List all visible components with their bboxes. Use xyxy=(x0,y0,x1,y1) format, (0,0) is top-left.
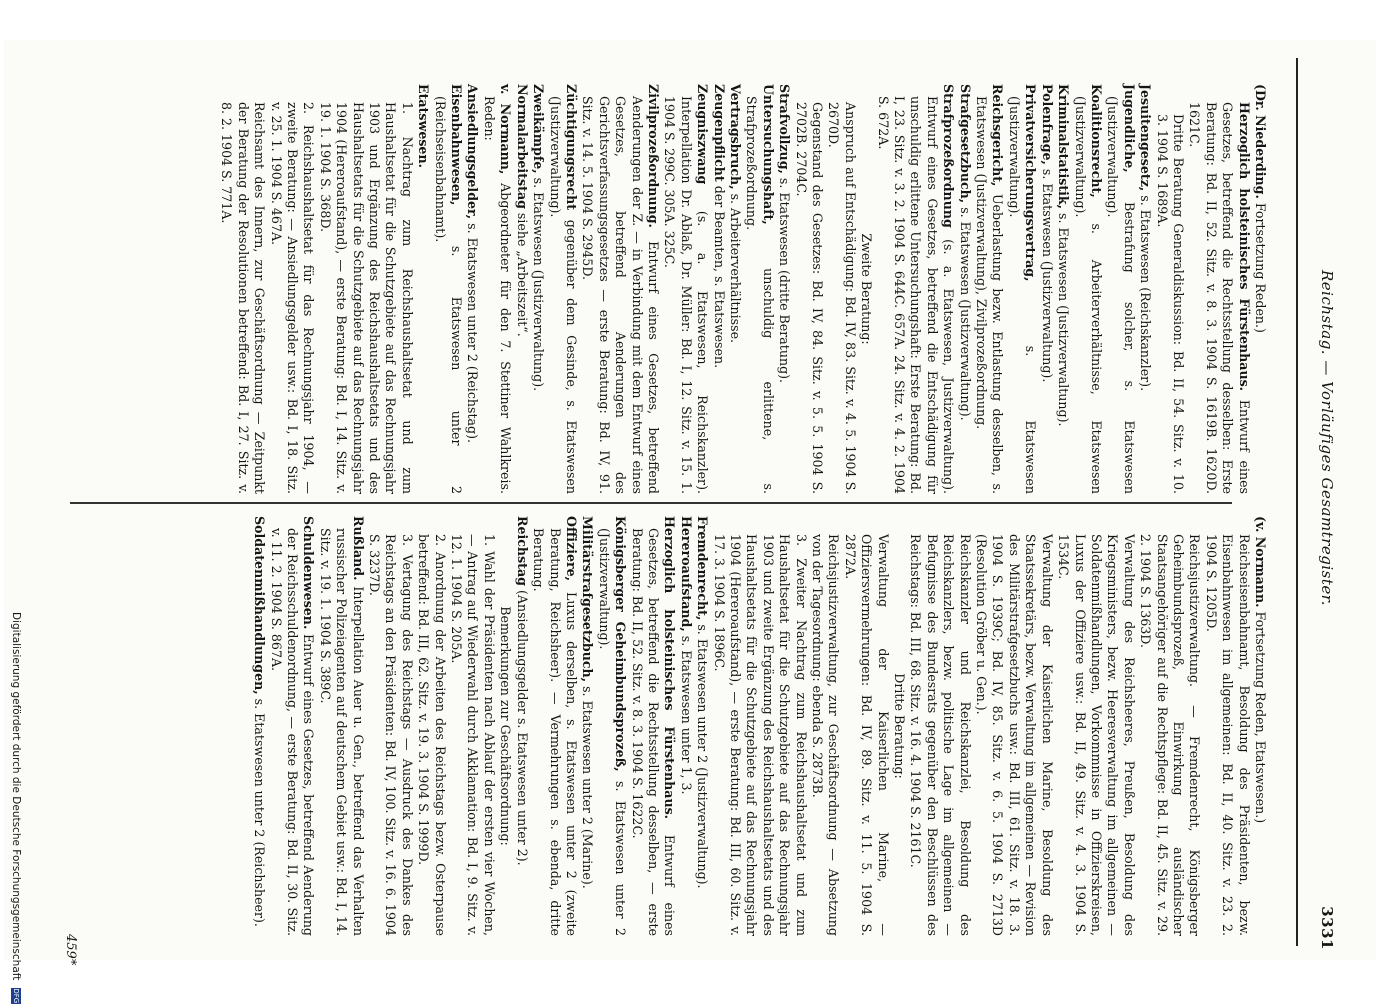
folio-number: 459* xyxy=(63,934,78,966)
index-entry xyxy=(841,516,890,936)
index-entry xyxy=(1137,516,1203,936)
index-entry xyxy=(694,516,710,936)
entry-keyword: Jesuitengesetz, xyxy=(1138,84,1154,192)
entry-text: Ueberlastung bezw. Entlastung desselben, s. Etatswesen (Justizverwaltung), Zivilprozeßordnung. xyxy=(974,96,1006,494)
entry-text: Interpellation Auer u. Gen., betreffend das Verhalten russischer Polizeiagenten auf deutschem Gebiet usw.: Bd. I, 14. Sitz. v. 19. 1. 1904 S. 389C. xyxy=(317,528,366,936)
index-entry xyxy=(1186,84,1252,494)
entry-keyword: Reichstag xyxy=(514,516,530,586)
entry-keyword: Herzoglich holsteinisches Fürstenhaus. xyxy=(1236,102,1252,392)
index-entry xyxy=(743,84,776,494)
page-number: 3331 xyxy=(1318,906,1336,950)
entry-text: unschuldig erlittene, s. Strafprozeßordnung. xyxy=(744,96,776,494)
entry-keyword: (v. Normann. xyxy=(1253,516,1268,608)
index-entry xyxy=(973,516,1055,936)
entry-text: Reichskanzler und Reichskanzlei, Besoldung des Reichskanzlers, bezw. politische Lage im allgemeinen — Befugnisse des Bundesrats gegenüber den Beschlüssen des Reichstags: Bd. III, 68. Sitz. v. 16. 4. 1904 S. 2161C. xyxy=(908,534,973,936)
entry-text: s. Etatswesen (Reichskanzler). xyxy=(1138,191,1154,392)
index-entry xyxy=(1104,84,1137,494)
entry-keyword: Züchtigungsrecht xyxy=(563,84,579,211)
column-divider xyxy=(70,502,1232,504)
entry-keyword: Strafgesetzbuch, xyxy=(957,84,973,204)
running-header xyxy=(1308,70,1336,950)
digitization-text: Digitalisierung gefördert durch die Deutsche Forschungsgemeinschaft xyxy=(10,612,22,981)
entry-keyword: Strafprozeßordnung xyxy=(941,84,957,228)
entry-text: (s. a. Etatswesen, Reichskanzler). Interpellation Dr. Ablaß, Dr. Müller: Bd. I, 12. Sitz. v. 15. 1. 1904 S. 299C. 305A. 325C. xyxy=(662,96,711,494)
entry-text: s. Etatswesen unter 1, 3. xyxy=(678,631,694,795)
entry-keyword: Hereroaufstand, xyxy=(678,516,694,632)
entry-text: s. Etatswesen (Justizverwaltung). xyxy=(957,203,973,421)
index-entry xyxy=(1137,84,1153,494)
entry-keyword: Rußland. xyxy=(350,516,366,581)
entry-text: s. Etatswesen unter 2 (Justizverwaltung). xyxy=(695,620,711,889)
index-entry xyxy=(727,84,743,494)
index-entry xyxy=(973,84,1006,494)
entry-text: s. Etatswesen (dritte Beratung). xyxy=(777,173,793,384)
index-entry xyxy=(1071,84,1104,494)
index-entry xyxy=(1055,516,1137,936)
index-entry xyxy=(431,84,464,494)
entry-text: Gegenstand des Gesetzes: Bd. IV, 84. Sitz. v. 5. 5. 1904 S. 2702B. 2704C. xyxy=(793,102,826,494)
entry-text: Dritte Beratung: xyxy=(892,673,908,779)
index-entry xyxy=(874,84,956,494)
entry-text: Luxus derselben, s. Etatswesen unter 2 (zweite Beratung, Reichsheer). — Vermehrungen s. ebenda, dritte Beratung. xyxy=(531,528,579,936)
entry-keyword: v. Normann, xyxy=(498,84,514,175)
entry-text: 3. Zweiter Nachtrag zum Reichshaushaltsetat und zum Haushaltsetat für die Schutzgebiete auf das Rechnungsjahr 1903 und zweite Ergänzung des Reichshaushaltsetats und des Haushaltsetats für die Schutzgebiete auf das Rechnungsjahr 1904 (Hereroaufstand), — erste Beratung: Bd. III, 60. Sitz. v. 17. 3. 1904 S. 1896C. xyxy=(711,534,809,936)
entry-text: Reichsjustizverwaltung. — Fremdenrecht, Königsberger Geheimbundsprozeß, Einwirkung ausländischer Staatsangehöriger auf die Rechtspflege: Bd. II, 45. Sitz. v. 29. 2. 1904 S. 1363D. xyxy=(1138,534,1203,936)
entry-keyword: Zeugniszwang xyxy=(695,84,711,185)
index-entry xyxy=(513,84,529,494)
left-column xyxy=(68,84,1268,494)
index-entry xyxy=(481,84,514,494)
index-entry xyxy=(579,84,661,494)
entry-keyword: Vertragsbruch, xyxy=(728,84,743,190)
entry-text: Bemerkungen zur Geschäftsordnung: xyxy=(498,606,514,846)
entry-text: Reichsamt des Innern, zur Geschäftsordnung — Zeitpunkt der Beratung der Resolutionen betreffend: Bd. I, 27. Sitz. v. 8. 2. 1904 S. 771A. xyxy=(219,102,268,494)
entry-keyword: Soldatenmißhandlungen, xyxy=(252,516,268,695)
entry-keyword: Normalarbeitstag xyxy=(514,84,530,209)
entry-text: Entwurf eines Gesetzes, betreffend die Rechtsstellung desselben, — erste Beratung: Bd. II, 52. Sitz. v. 8. 3. 1904 S. 1622C. xyxy=(629,528,678,936)
index-entry xyxy=(891,516,907,936)
index-entry xyxy=(809,516,842,936)
index-entry xyxy=(415,516,448,936)
index-entry xyxy=(907,516,973,936)
index-entry xyxy=(956,84,972,494)
entry-text: gegenüber dem Gesinde, s. Etatswesen (Justizverwaltung). xyxy=(547,96,579,494)
index-entry xyxy=(316,516,365,936)
dfg-logo: DFG xyxy=(12,988,20,1004)
entry-text: Verwaltung der Kaiserlichen Marine, Besoldung des Staatssekretärs, bezw. Verwaltung im allgemeinen — Revision des Militärstrafgesetzbuchs usw.: Bd. III, 61. Sitz. v. 18. 3. 1904 S. 1939C; Bd. IV, 85. Sitz. v. 6. 5. 1904 S. 2713D (Resolution Gröber u. Gen.). xyxy=(974,534,1055,936)
index-entry xyxy=(530,84,546,494)
index-entry xyxy=(710,516,808,936)
entry-keyword: Eisenbahnwesen, xyxy=(449,84,465,206)
entry-text: s. Etatswesen (Justizverwaltung). xyxy=(1056,209,1072,427)
entry-text: Fortsetzung Reden, Etatswesen.) xyxy=(1253,607,1268,824)
entry-keyword: Herzoglich holsteinisches Fürstenhaus. xyxy=(662,516,678,820)
index-entry xyxy=(1038,84,1054,494)
entry-text: Reichseisenbahnamt, Besoldung des Präsidenten, bezw. Eisenbahnwesen im allgemeinen: Bd. II, 40. Sitz. v. 23. 2. 1904 S. 1205D. xyxy=(1203,534,1252,936)
index-entry xyxy=(595,516,628,936)
header-rule xyxy=(1296,58,1298,946)
entry-keyword: (Dr. Niederding. xyxy=(1253,84,1268,199)
entry-keyword: Fremdenrecht, xyxy=(695,516,711,621)
entry-text: s. Etatswesen unter 2 (Reichsheer). xyxy=(252,694,268,927)
entry-text: s. Etatswesen unter 2 (Marine). xyxy=(580,682,596,889)
entry-text: s. Etatswesen (Justizverwaltung). xyxy=(1039,164,1055,383)
entry-text: der Beamten, s. Etatswesen. xyxy=(711,181,727,369)
index-entry xyxy=(546,84,579,494)
entry-text: Fortsetzung Reden.) xyxy=(1253,198,1268,333)
index-entry xyxy=(1055,84,1071,494)
right-column xyxy=(68,516,1268,936)
index-entry xyxy=(267,84,316,494)
entry-keyword: Koalitionsrecht, xyxy=(1088,84,1104,198)
index-entry xyxy=(1153,84,1186,494)
index-entry xyxy=(251,516,267,936)
entry-keyword: Kriminalstatistik, xyxy=(1056,84,1072,210)
entry-text: 1. Nachtrag zum Reichshaushaltsetat und zum Haushaltsetat für die Schutzgebiete auf das Rechnungsjahr 1903 und Ergänzung des Reichshaushaltsetats und des Haushaltsetats für die Schutzgebiete auf das Rechnungsjahr 1904 (Hereroaufstand), — erste Beratung: Bd. I, 14. Sitz. v. 19. 1. 1904 S. 368D. xyxy=(317,102,415,494)
entry-text: (Ansiedlungsgelder s. Etatswesen unter 2). xyxy=(514,585,530,866)
index-entry xyxy=(530,516,579,936)
entry-keyword: Etatswesen. xyxy=(416,84,432,168)
entry-keyword: Militärstrafgesetzbuch, xyxy=(580,516,596,683)
entry-text: s. Etatswesen (Justizverwaltung). xyxy=(1006,96,1039,494)
index-entry xyxy=(448,516,497,936)
entry-text: s. Etatswesen unter 2 (Reichseisenbahnamt). xyxy=(432,96,465,494)
entry-text: 2. Reichshaushaltsetat für das Rechnungsjahr 1904, — zweite Beratung: — Ansiedlungsgelder usw.: Bd. I, 18. Sitz. v. 25. 1. 1904 S. 467A. xyxy=(268,102,317,494)
entry-keyword: Strafvollzug, xyxy=(777,84,793,174)
index-entry xyxy=(513,516,529,936)
index-entry xyxy=(628,516,677,936)
index-entry xyxy=(1202,516,1251,936)
index-entry xyxy=(366,516,415,936)
entry-text: Entwurf eines Gesetzes, betreffend Aenderung der Reichsschuldenordnung, — erste Beratung: Bd. II, 30. Sitz. v. 11. 2. 1904 S. 867A. xyxy=(268,528,317,936)
index-entry xyxy=(661,84,710,494)
entry-text: Zweite Beratung: xyxy=(859,233,875,345)
entry-keyword: Privatversicherungsvertrag, xyxy=(1023,84,1039,282)
entry-text: Verwaltung der Kaiserlichen Marine, — Offiziersvermehrungen: Bd. IV, 89. Sitz. v. 11. 5. 1904 S. 2872A. xyxy=(842,534,891,936)
entry-keyword: Zweikämpfe, xyxy=(531,84,547,174)
entry-keyword: Ansiedlungsgelder, xyxy=(465,84,481,220)
entry-keyword: Jugendliche, xyxy=(1121,84,1137,173)
index-entry xyxy=(858,84,874,494)
index-entry xyxy=(316,84,414,494)
index-entry xyxy=(464,84,480,494)
index-entry xyxy=(579,516,595,936)
entry-text: Reichsjustizverwaltung, zur Geschäftsordnung — Absetzung von der Tagesordnung: ebenda S. 2873B. xyxy=(810,534,842,936)
entry-text: Abgeordneter für den 7. Stettiner Wahlkreis. Reden: xyxy=(481,96,514,494)
index-entry xyxy=(1006,84,1039,494)
entry-text: s. Etatswesen unter 2 (Justizverwaltung). xyxy=(596,528,629,937)
entry-keyword: Reichsgericht, xyxy=(990,84,1006,187)
entry-keyword: Zeugenpflicht xyxy=(711,84,727,182)
entry-text: 2. Anordnung der Arbeiten des Reichstags bezw. Osterpause betreffend: Bd. III, 62. Sitz. v. 19. 3. 1904 S. 1999D. xyxy=(416,534,448,936)
entry-text: Verwaltung des Reichsheeres, Preußen, Besoldung des Kriegsministers, bezw. Heeresverwaltung im allgemeinen — Soldatenmißhandlungen, Vorkommnisse in Offizierskreisen, Luxus der Offiziere usw.: Bd. II, 49. Sitz. v. 4. 3. 1904 S. 1534C. xyxy=(1056,534,1137,936)
index-entry xyxy=(415,84,431,494)
entry-keyword: Königsberger Geheimbundsprozeß, xyxy=(613,516,629,772)
entry-text: s. Etatswesen unter 2 (Reichstag). xyxy=(465,219,481,443)
index-entry xyxy=(710,84,726,494)
index-entry xyxy=(267,516,316,936)
entry-text: (s. a. Etatswesen, Justizverwaltung). Entwurf eines Gesetzes, betreffend die Entschädigung für unschuldig erlittene Untersuchungshaft: Erste Beratung: Bd. I, 23. Sitz. v. 3. 2. 1904 S. 644C. 657A. 24. Sitz. v. 4. 2. 1904 S. 672A. xyxy=(875,96,957,494)
entry-keyword: Schuldenwesen. xyxy=(301,516,317,630)
index-entry xyxy=(792,84,825,494)
entry-text: Anspruch auf Entschädigung: Bd. IV, 83. Sitz. v. 4. 5. 1904 S. 2670D. xyxy=(826,102,858,494)
entry-keyword: Zivilprozeßordnung. xyxy=(645,84,661,228)
digitization-note xyxy=(2,612,22,1004)
entry-text: Bestrafung solcher, s. Etatswesen (Justizverwaltung). xyxy=(1105,96,1137,494)
entry-keyword: Polenfrage, xyxy=(1039,84,1055,165)
index-entry xyxy=(677,516,693,936)
entry-text: Dritte Beratung Generaldiskussion: Bd. II, 54. Sitz. v. 10. 3. 1904 S. 1689A. xyxy=(1154,114,1186,494)
entry-text: s. Arbeiterverhältnisse. xyxy=(728,189,743,344)
entry-keyword: Offiziere, xyxy=(563,516,579,582)
index-entry xyxy=(1252,84,1268,494)
entry-text: s. Etatswesen (Justizverwaltung). xyxy=(531,173,547,392)
index-entry xyxy=(497,516,513,936)
index-entry xyxy=(776,84,792,494)
entry-text: 1. Wahl der Präsidenten nach Ablauf der ersten vier Wochen, — Antrag auf Wiederwahl durch Akklamation: Bd. I, 9. Sitz. v. 12. 1. 1904 S. 205A. xyxy=(449,534,497,936)
index-entry xyxy=(825,84,858,494)
index-entry xyxy=(218,84,267,494)
entry-text: siehe „Arbeitszeit“. xyxy=(514,208,530,337)
entry-text: 3. Vertagung des Reichstags — Ausdruck des Dankes des Reichstags an den Präsidenten: Bd. IV, 100. Sitz. v. 16. 6. 1904 S. 3237D. xyxy=(367,534,415,936)
entry-keyword: Untersuchungshaft, xyxy=(760,84,776,225)
entry-text: Entwurf eines Gesetzes, betreffend die Rechtsstellung desselben: Erste Beratung: Bd. II, 52. Sitz. v. 8. 3. 1904 S. 1619B. 1620D. 1621C. xyxy=(1187,102,1252,494)
entry-text: s. Arbeiterverhältnisse, Etatswesen (Justizverwaltung). xyxy=(1072,96,1104,494)
index-entry xyxy=(1252,516,1268,936)
header-title: Reichstag. — Vorläufiges Gesamtregister. xyxy=(1318,270,1336,607)
entry-text: Entwurf eines Gesetzes, betreffend Aenderungen der Z. — in Verbindung mit dem Entwurf eines Gesetzes, betreffend Aenderungen des Gerichtsverfassungsgesetzes — erste Beratung: Bd. IV, 91. Sitz. v. 14. 5. 1904 S. 2945D. xyxy=(580,96,661,494)
